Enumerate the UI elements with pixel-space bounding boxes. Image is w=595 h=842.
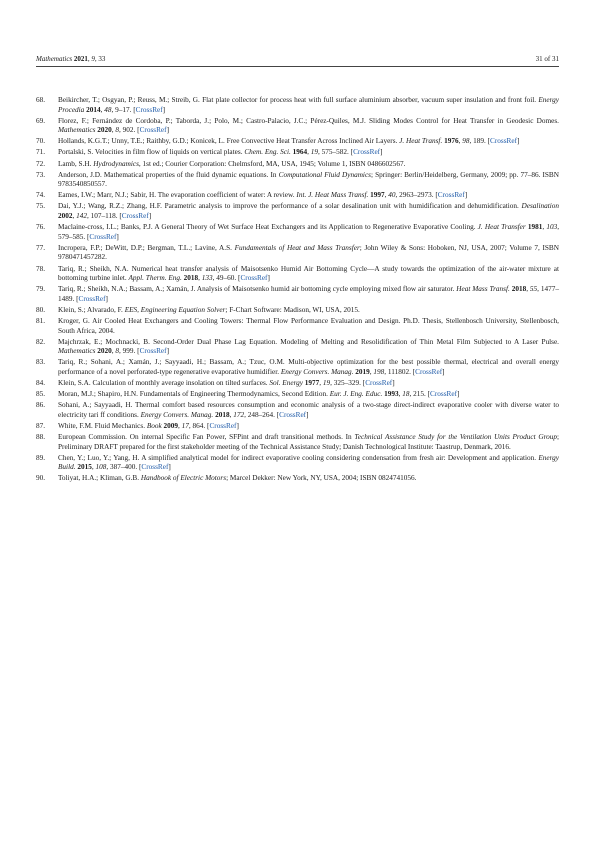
reference-italic-text: Mathematics (58, 126, 96, 135)
reference-text (58, 306, 360, 314)
reference-text (58, 171, 559, 189)
crossref-link[interactable]: CrossRef (89, 232, 117, 241)
reference-text-segment: Portalski, S. Velocities in film flow of liquids on vertical plates. (58, 148, 245, 157)
crossref-link[interactable]: CrossRef (139, 347, 167, 356)
reference-item (36, 422, 559, 432)
reference-italic-text: Handbook of Electric Motors (140, 474, 227, 483)
reference-item (36, 148, 559, 158)
reference-italic-text: 8 (115, 347, 120, 356)
reference-item (36, 454, 559, 473)
reference-text-segment: ] (517, 137, 520, 146)
crossref-link[interactable]: CrossRef (209, 421, 237, 430)
reference-item (36, 338, 559, 357)
reference-italic-text: Mathematics (58, 347, 96, 356)
reference-item (36, 358, 559, 377)
reference-year: 2020 (97, 347, 112, 356)
reference-text-segment: ; Preliminary DRAFT prepared for the first stakeholder meeting of the Technical Assistance Study; Danish Technological Institute: Taastrup, Denmark, 2016. (58, 433, 560, 451)
reference-italic-text: 40 (388, 191, 396, 200)
reference-item (36, 244, 559, 263)
reference-text-segment: Moran, M.J.; Shapiro, H.N. Fundamentals of Engineering Thermodynamics, Second Edition. (58, 390, 330, 399)
crossref-link[interactable]: CrossRef (430, 390, 457, 399)
reference-text-segment: ] (166, 347, 169, 356)
reference-text-segment: ] (116, 232, 119, 241)
reference-number: 90. (36, 474, 46, 483)
reference-italic-text: J. Heat Transfer (477, 223, 526, 232)
reference-text (58, 390, 459, 398)
journal-name: Mathematics (36, 55, 73, 63)
reference-text-segment: , (178, 421, 182, 430)
reference-text-segment: , 215. [ (409, 390, 430, 399)
reference-text-segment: , (307, 148, 311, 157)
reference-text-segment: ] (464, 191, 468, 200)
reference-italic-text: 55 (529, 285, 538, 294)
reference-year: 2019 (355, 367, 370, 376)
reference-text (58, 148, 383, 156)
reference-text-segment: ; John Wiley & Sons: Hoboken, NJ, USA, 2007; Volume 7, ISBN 9780471457282. (58, 243, 559, 262)
reference-text-segment: , (458, 137, 463, 146)
reference-number: 72. (36, 159, 46, 168)
reference-number: 76. (36, 223, 46, 232)
reference-italic-text: 19 (322, 379, 331, 388)
reference-text-segment: Dai, Y.J.; Wang, R.Z.; Zhang, H.F. Parametric analysis to improve the performance of a solar desalination unit with humidification and dehumidification. (58, 202, 522, 211)
reference-text-segment: ] (148, 212, 152, 221)
reference-text-segment: ] (168, 463, 171, 472)
reference-year: 1997 (370, 191, 385, 200)
reference-text-segment: Tariq, R.; Sohani, A.; Xamán, J.; Sayyaadi, H.; Bassam, A.; Tzuc, O.M. Multi-objective optimization for the best possible thermal, electrical and overall energy performance of a novel perforated-type regenerative evaporative humidifier. (58, 358, 559, 376)
reference-text-segment: , (100, 105, 105, 114)
reference-text-segment: , 1477–1489. [ (58, 285, 560, 303)
page-number: 31 of 31 (535, 55, 559, 63)
article-number: 33 (98, 55, 106, 63)
reference-year: 1977 (304, 379, 320, 388)
reference-text-segment: Klein, S.; Alvarado, F. (58, 305, 125, 314)
reference-italic-text: Book (146, 421, 162, 430)
reference-text-segment: Tariq, R.; Sheikh, N.A.; Bassam, A.; Xamán, J. Analysis of Maisotsenko humid air bottoming cycle employing mixed flow air saturator. (58, 285, 457, 294)
reference-italic-text: 17 (181, 421, 189, 430)
reference-text (58, 223, 559, 241)
reference-text-segment: , (319, 379, 323, 388)
reference-text-segment: Hollands, K.G.T.; Unny, T.E.; Raithby, G.D.; Konicek, L. Free Convective Heat Transfer Across Inclined Air Layers. (58, 137, 400, 146)
reference-text-segment: , (384, 191, 389, 200)
reference-italic-text: Sol. Energy (269, 379, 303, 388)
reference-italic-text: 108 (95, 463, 107, 472)
reference-text-segment: , 575–582. [ (318, 148, 354, 157)
reference-text-segment: , 49–60. [ (212, 274, 241, 283)
reference-text-segment: , 1st ed.; Courier Corporation: Chelmsford, MA, USA, 1945; Volume 1, ISBN 0486602567. (138, 159, 406, 168)
reference-italic-text: 19 (310, 148, 319, 157)
reference-text-segment: , (369, 367, 374, 376)
reference-text-segment: ] (306, 410, 309, 419)
reference-year: 1964 (292, 148, 308, 157)
reference-text-segment: ] (457, 390, 460, 399)
reference-text-segment: , (91, 463, 96, 472)
reference-number: 79. (36, 285, 46, 294)
reference-item (36, 433, 559, 452)
reference-text-segment: White, F.M. Fluid Mechanics. (58, 421, 147, 430)
reference-number: 70. (36, 137, 46, 146)
reference-italic-text: Appl. Therm. Eng. (128, 274, 182, 283)
reference-italic-text: Energy Convers. Manag. (280, 367, 354, 376)
journal-citation: Mathematics 2021, 9, 33 (36, 55, 106, 63)
reference-item (36, 379, 559, 389)
reference-item (36, 96, 559, 115)
reference-italic-text: 133 (201, 274, 213, 283)
reference-text (58, 358, 559, 376)
reference-text-segment: , 2963–2973. [ (395, 191, 438, 200)
reference-text-segment: , (398, 390, 403, 399)
reference-italic-text: 8 (115, 126, 120, 135)
reference-text-segment: Majchrzak, E.; Mochnacki, B. Second-Order Dual Phase Lag Equation. Modeling of Melting and Resolidification of Thin Metal Film Subjected to A Laser Pulse. (58, 337, 559, 346)
crossref-link[interactable]: CrossRef (415, 367, 443, 376)
reference-item (36, 160, 559, 170)
reference-year: 1981 (527, 223, 543, 232)
reference-number: 88. (36, 433, 46, 441)
reference-italic-text: Eur. J. Eng. Educ. (329, 390, 383, 399)
reference-number: 89. (36, 453, 46, 462)
reference-text-segment: Sohani, A.; Sayyaadi, H. Thermal comfort based resources consumption and economic analysis of a two-stage direct-indirect evaporative cooler with diverse water to electricity tari ff conditions. (58, 401, 559, 419)
reference-number: 77. (36, 243, 46, 252)
reference-item (36, 306, 559, 316)
reference-italic-text: 98 (462, 137, 470, 146)
reference-text-segment: ] (162, 105, 166, 114)
reference-text-segment: , 189. [ (469, 137, 490, 146)
reference-number: 81. (36, 316, 46, 325)
reference-italic-text: Hydrodynamics (93, 159, 139, 168)
reference-italic-text: Heat Mass Transf. (456, 285, 510, 294)
crossref-link[interactable]: CrossRef (139, 126, 167, 135)
reference-number: 74. (36, 191, 46, 200)
reference-text-segment: , 248–264. [ (244, 410, 280, 419)
reference-text (58, 160, 405, 168)
reference-number: 86. (36, 401, 46, 410)
crossref-link[interactable]: CrossRef (365, 379, 393, 388)
crossref-link[interactable]: CrossRef (490, 137, 517, 146)
reference-number: 87. (36, 421, 46, 430)
reference-year: 2018 (183, 274, 199, 283)
reference-year: 2014 (86, 105, 101, 114)
reference-italic-text: Chem. Eng. Sci. (244, 148, 291, 157)
reference-text-segment: , 325–329. [ (330, 379, 366, 388)
reference-item (36, 474, 559, 484)
reference-text-segment: , 387–400. [ (106, 463, 142, 472)
reference-italic-text: Computational Fluid Dynamics (278, 170, 371, 179)
reference-text-segment: Toliyat, H.A.; Kliman, G.B. (58, 474, 141, 483)
reference-text (58, 317, 559, 335)
crossref-link[interactable]: CrossRef (78, 294, 106, 303)
reference-text-segment: ; F-Chart Software: Madison, WI, USA, 2015. (225, 305, 360, 314)
reference-number: 83. (36, 358, 46, 367)
reference-item (36, 137, 559, 147)
crossref-link[interactable]: CrossRef (240, 274, 268, 283)
reference-text-segment: Maclaine-cross, I.L.; Banks, P.J. A General Theory of Wet Surface Heat Exchangers and its Application to Regenerative Evaporative Cooling. (58, 223, 478, 232)
reference-text-segment: Incropera, F.P.; DeWitt, D.P.; Bergman, T.L.; Lavine, A.S. (58, 243, 235, 252)
reference-text (58, 379, 395, 387)
reference-italic-text: Energy Procedia (58, 96, 559, 114)
reference-text (58, 401, 559, 419)
reference-item (36, 265, 559, 284)
reference-text (58, 117, 559, 135)
reference-list (36, 96, 559, 485)
reference-text-segment: Klein, S.A. Calculation of monthly average insolation on tilted surfaces. (58, 379, 270, 388)
reference-text-segment: Eames, I.W.; Marr, N.J.; Sabir, H. The evaporation coefficient of water: A review. (58, 191, 297, 200)
reference-year: 2015 (77, 463, 92, 472)
reference-text-segment: European Commission. On internal Specific Fan Power, SFPint and draft transitional methods. In (58, 433, 355, 441)
reference-item (36, 117, 559, 136)
reference-text-segment: , (72, 212, 77, 221)
reference-italic-text: Technical Assistance Study for the Ventilation Units Product Group (354, 433, 557, 441)
reference-year: 2002 (58, 212, 73, 221)
reference-italic-text: EES, Engineering Equation Solver (124, 305, 226, 314)
reference-italic-text: 172 (233, 410, 245, 419)
header-rule (36, 66, 559, 67)
reference-number: 78. (36, 264, 46, 273)
reference-italic-text: 18 (402, 390, 410, 399)
reference-text-segment: , (229, 410, 234, 419)
reference-number: 71. (36, 148, 46, 157)
reference-item (36, 390, 559, 400)
reference-italic-text: 103 (546, 223, 558, 232)
reference-text (58, 454, 559, 472)
reference-italic-text: 48 (104, 105, 112, 114)
reference-text (58, 265, 559, 283)
reference-text-segment: , 107–118. [ (87, 212, 122, 221)
reference-number: 75. (36, 202, 46, 211)
reference-italic-text: 198 (373, 367, 385, 376)
reference-text-segment: Chen, Y.; Luo, Y.; Yang, H. A simplified analytical model for indirect evaporative cooling considering condensation from fresh air: Development and application. (58, 453, 539, 462)
reference-number: 82. (36, 337, 46, 346)
reference-item (36, 317, 559, 336)
reference-text-segment: ] (380, 148, 383, 157)
reference-italic-text: Energy Build. (58, 453, 559, 472)
reference-number: 84. (36, 379, 46, 388)
reference-text-segment: Tariq, R.; Sheikh, N.A. Numerical heat transfer analysis of Maisotsenko Humid Air Bottoming Cycle—A study towards the optimization of the air-water mixture at bottoming turbine inlet. (58, 264, 559, 283)
crossref-link[interactable]: CrossRef (437, 191, 465, 200)
reference-number: 69. (36, 116, 46, 125)
reference-text-segment: , (526, 285, 530, 294)
reference-item (36, 223, 559, 242)
reference-text (58, 285, 559, 303)
reference-text-segment: ] (442, 367, 445, 376)
reference-italic-text: Desalination (521, 202, 559, 211)
reference-text-segment: ] (166, 126, 169, 135)
reference-text (58, 191, 467, 199)
reference-text (58, 96, 559, 114)
reference-text-segment: Kroger, G. Air Cooled Heat Exchangers and Cooling Towers: Thermal Flow Performance Evaluation and Design. Ph.D. Thesis, Stellenbosch University, Stellenbosch, South Africa, 2004. (58, 316, 559, 335)
reference-item (36, 171, 559, 190)
reference-item (36, 191, 559, 201)
reference-year: 2018 (511, 285, 527, 294)
reference-italic-text: J. Heat Transf. (399, 137, 443, 146)
reference-text-segment: , (542, 223, 547, 232)
reference-text-segment: , (111, 347, 116, 356)
reference-text-segment: , 902. [ (119, 126, 140, 135)
reference-text-segment: Florez, F.; Fernández de Cordoba, P.; Taborda, J.; Polo, M.; Castro-Palacio, J.C.; Pérez-Quiles, M.J. Sliding Modes Control for Heat Transfer in Geodesic Domes. (58, 116, 559, 125)
reference-text-segment: ] (267, 274, 270, 283)
crossref-link[interactable]: CrossRef (121, 212, 149, 221)
reference-text (58, 422, 239, 430)
reference-text-segment: , 864. [ (188, 421, 210, 430)
reference-text-segment: Beikircher, T.; Osgyan, P.; Reuss, M.; Streib, G. Flat plate collector for process heat with full surface aluminium absorber, vacuum super insulation and front foil. (58, 96, 539, 104)
reference-text-segment: , 9–17. [ (111, 105, 136, 114)
reference-text (58, 202, 559, 220)
journal-volume: 9 (91, 55, 95, 63)
reference-text-segment: Lamb, S.H. (58, 159, 94, 168)
reference-number: 68. (36, 96, 46, 104)
reference-text-segment: ; Marcel Dekker: New York, NY, USA, 2004; ISBN 0824741056. (226, 474, 417, 483)
reference-text (58, 433, 559, 451)
reference-year: 2018 (215, 410, 230, 419)
crossref-link[interactable]: CrossRef (135, 105, 163, 114)
reference-italic-text: Fundamentals of Heat and Mass Transfer (234, 243, 360, 252)
reference-text-segment: , 999. [ (119, 347, 140, 356)
reference-text-segment: , (111, 126, 116, 135)
reference-text-segment: , 111802. [ (384, 367, 416, 376)
reference-year: 2009 (163, 421, 179, 430)
reference-text-segment: ; Springer: Berlin/Heidelberg, Germany, 2009; pp. 77–86. ISBN 9783540850557. (58, 170, 559, 189)
reference-italic-text: 142 (76, 212, 87, 221)
reference-number: 73. (36, 170, 46, 179)
reference-year: 1993 (384, 390, 399, 399)
reference-number: 85. (36, 390, 46, 399)
reference-text-segment: , 579–585. [ (58, 223, 560, 241)
crossref-link[interactable]: CrossRef (353, 148, 381, 157)
reference-text-segment: , (198, 274, 202, 283)
reference-text (58, 244, 559, 262)
reference-text-segment: Anderson, J.D. Mathematical properties of the fluid dynamic equations. In (58, 170, 279, 179)
reference-italic-text: Energy Convers. Manag. (140, 410, 214, 419)
reference-text-segment: ] (392, 379, 395, 388)
reference-text (58, 137, 519, 145)
reference-text-segment: ] (236, 421, 239, 430)
reference-text (58, 474, 416, 482)
reference-year: 1976 (444, 137, 459, 146)
page-header (36, 54, 559, 66)
reference-item (36, 202, 559, 221)
reference-item (36, 401, 559, 420)
reference-text-segment: ] (105, 294, 108, 303)
reference-item (36, 285, 559, 304)
reference-number: 80. (36, 305, 46, 314)
reference-year: 2020 (97, 126, 112, 135)
reference-italic-text: Int. J. Heat Mass Transf. (296, 191, 369, 200)
crossref-link[interactable]: CrossRef (141, 463, 169, 472)
journal-year: 2021 (73, 55, 88, 63)
reference-text (58, 338, 559, 356)
crossref-link[interactable]: CrossRef (279, 410, 307, 419)
